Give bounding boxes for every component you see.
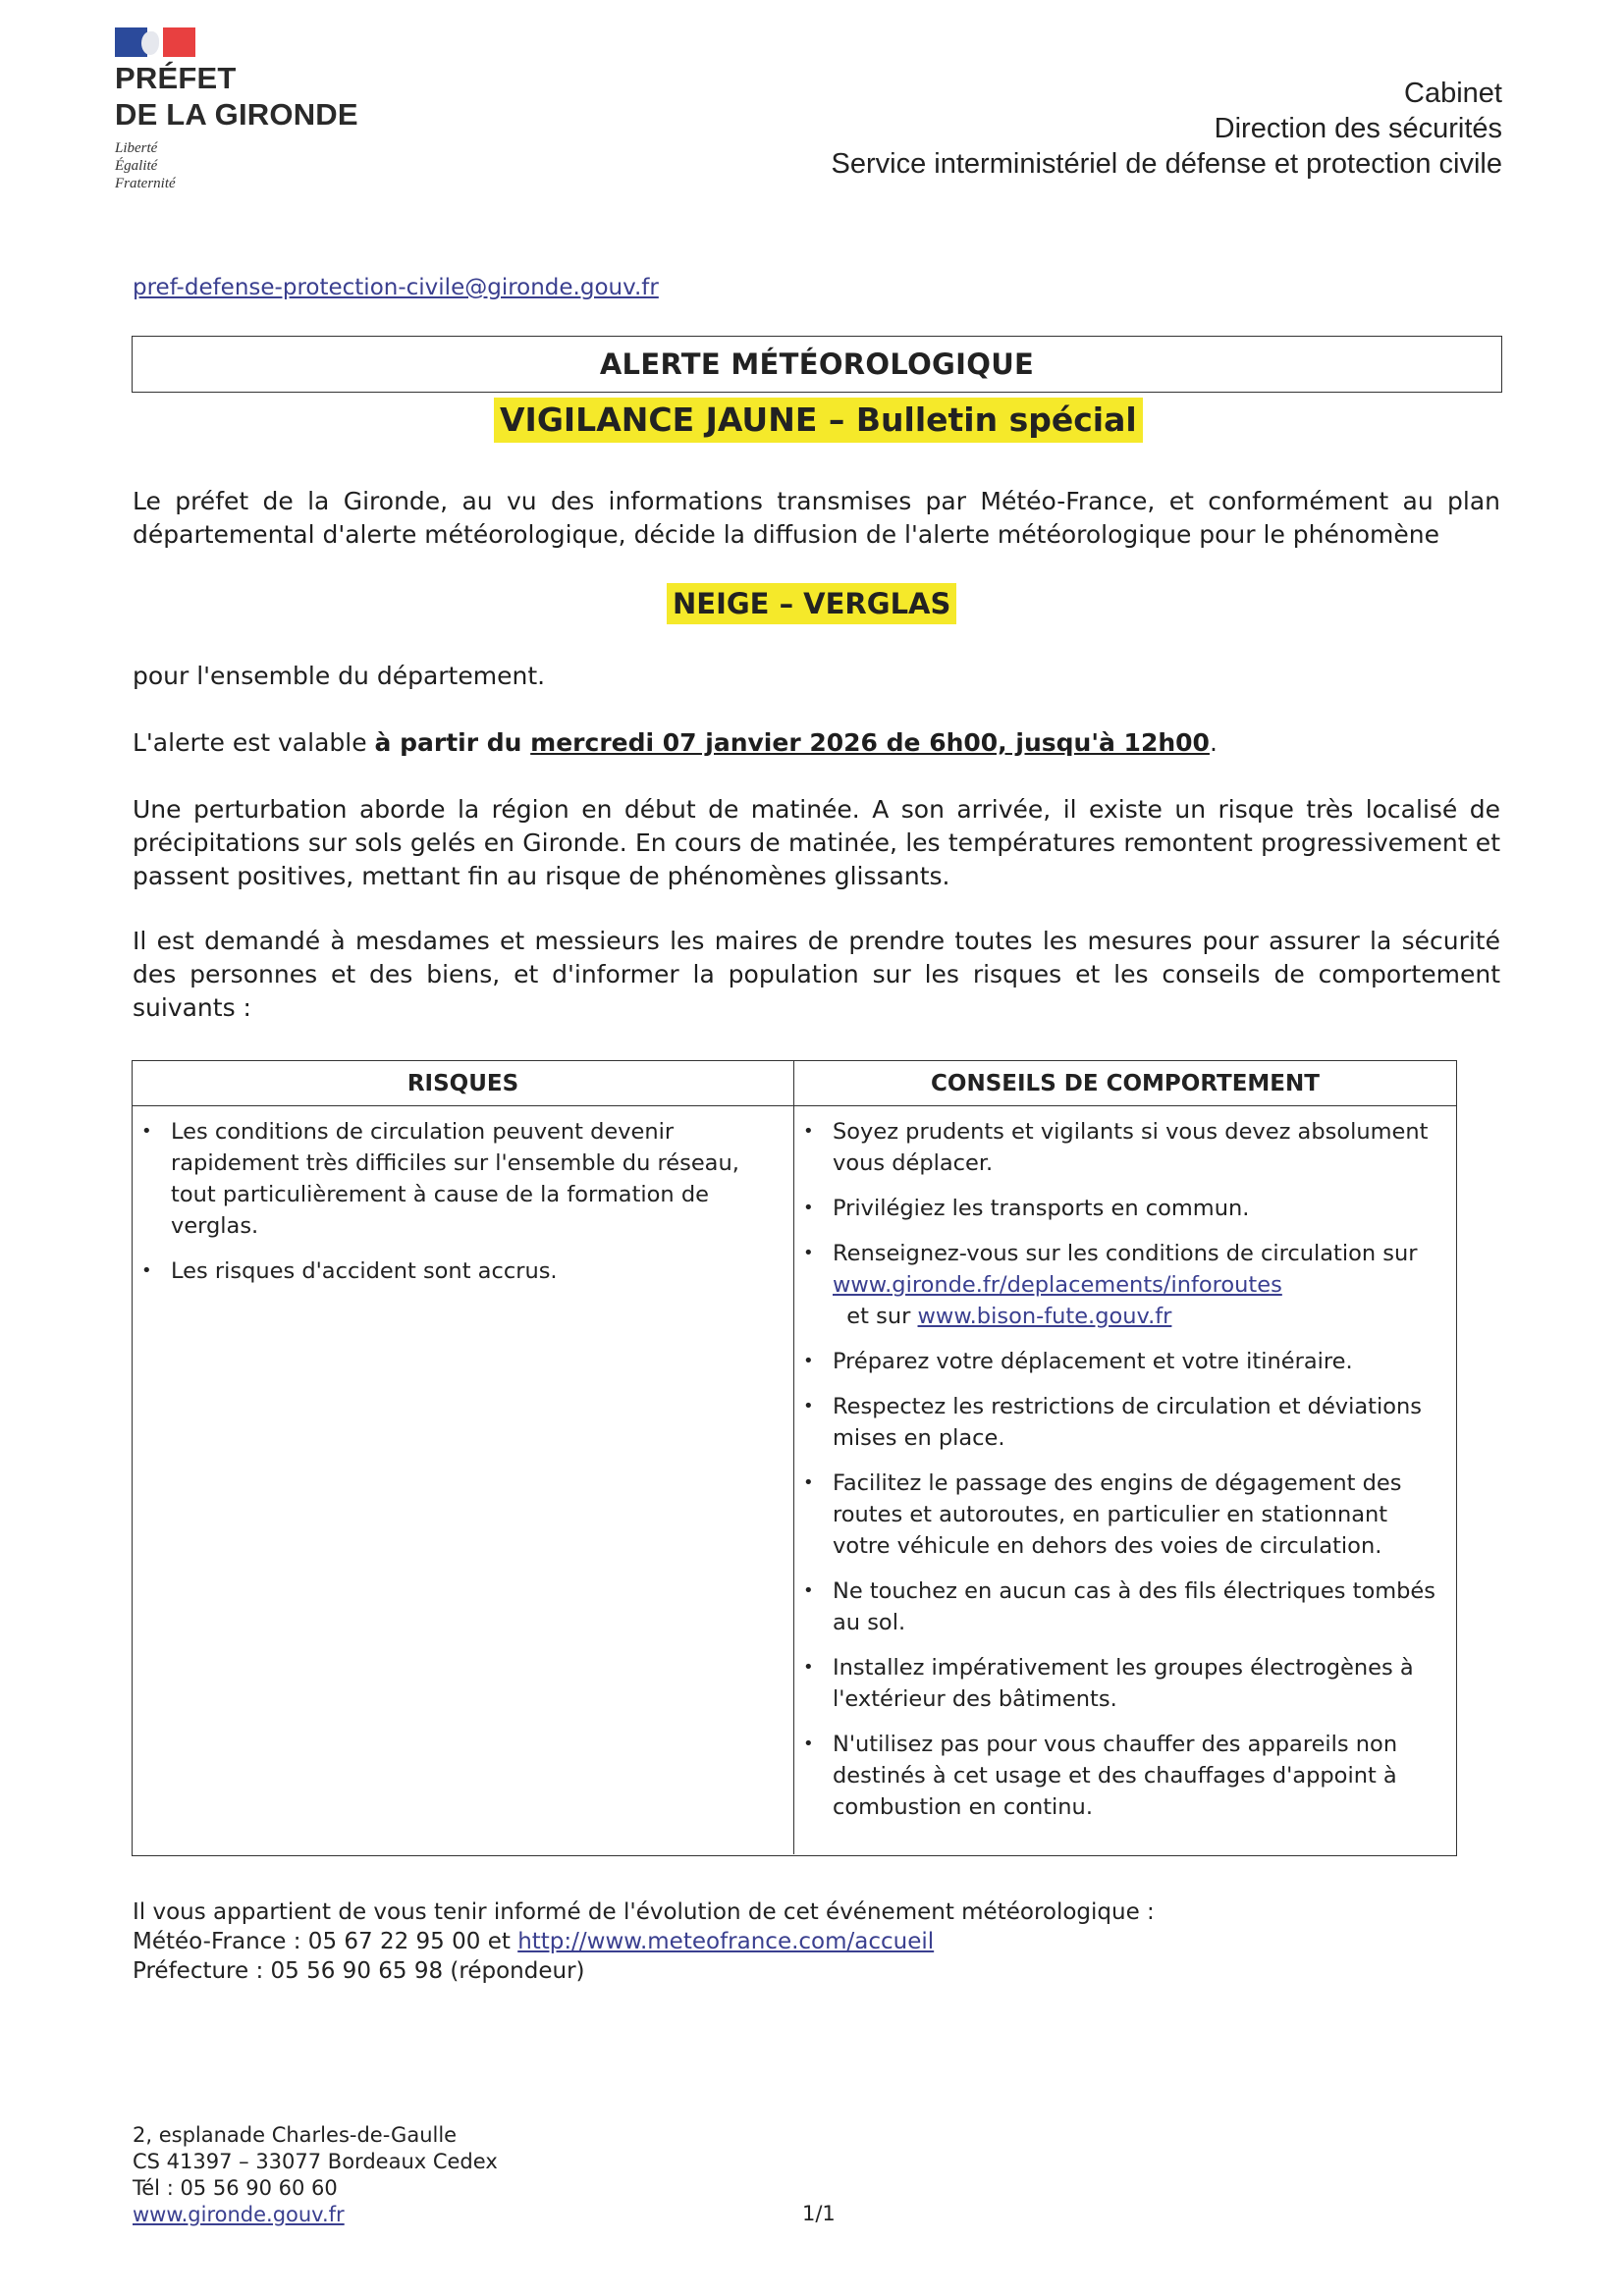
logo-title-line2: DE LA GIRONDE: [115, 97, 358, 132]
advice-item: • Privilégiez les transports en commun.: [794, 1193, 1456, 1224]
risks-list: [133, 1116, 793, 1287]
service-name: Service interministériel de défense et protection civile: [831, 148, 1502, 180]
scope-paragraph: pour l'ensemble du département.: [133, 662, 546, 690]
footer-address-line1: 2, esplanade Charles-de-Gaulle: [133, 2123, 458, 2147]
info-section: [133, 1897, 1155, 1986]
advice-column: [794, 1106, 1456, 1854]
footer-website-link[interactable]: www.gironde.gouv.fr: [133, 2203, 345, 2226]
advice-item: • Ne touchez en aucun cas à des fils électriques tombés au sol.: [794, 1575, 1456, 1638]
logo-title-line1: PRÉFET: [115, 61, 237, 95]
logo-motto: [115, 139, 370, 192]
page-number: 1/1: [802, 2202, 836, 2225]
risk-item: • Les conditions de circulation peuvent devenir rapidement très difficiles sur l'ensemble du réseau, tout particulièrement à cause de la formation de verglas.: [133, 1116, 793, 1242]
intro-paragraph: Le préfet de la Gironde, au vu des informations transmises par Météo-France, et conformément au plan départemental d'alerte météorologique, décide la diffusion de l'alerte météorologique pour le phénomène: [133, 487, 1500, 549]
validity-suffix: .: [1209, 728, 1218, 757]
advice-item-traffic-info: [794, 1238, 1456, 1332]
validity-prefix: L'alerte est valable: [133, 728, 375, 757]
advice-traffic-middle: et sur: [833, 1304, 918, 1329]
advice-item: • Facilitez le passage des engins de dégagement des routes et autoroutes, en particulier en stationnant votre véhicule en dehors des voies de circulation.: [794, 1468, 1456, 1562]
info-meteo-france: [133, 1927, 1155, 1956]
advice-item: • Préparez votre déplacement et votre itinéraire.: [794, 1346, 1456, 1377]
risks-advice-table: [132, 1060, 1457, 1856]
document-title: ALERTE MÉTÉOROLOGIQUE: [132, 336, 1502, 393]
meteo-phone: Météo-France : 05 67 22 95 00 et: [133, 1929, 518, 1954]
validity-paragraph: [133, 726, 1500, 760]
situation-paragraph: Une perturbation aborde la région en début de matinée. A son arrivée, il existe un risque très localisé de précipitations sur sols gelés en Gironde. En cours de matinée, les températures remontent progressivement et passent positives, mettant fin au risque de phénomènes glissants.: [133, 795, 1500, 890]
vigilance-level-banner: VIGILANCE JAUNE – Bulletin spécial: [494, 398, 1143, 443]
header-advice: CONSEILS DE COMPORTEMENT: [931, 1070, 1320, 1096]
advice-item: • Respectez les restrictions de circulation et déviations mises en place.: [794, 1391, 1456, 1454]
table-header: [133, 1061, 1456, 1106]
advice-item: • Installez impérativement les groupes électrogènes à l'extérieur des bâtiments.: [794, 1652, 1456, 1715]
prefecture-logo: [115, 27, 370, 192]
advice-item: • N'utilisez pas pour vous chauffer des appareils non destinés à cet usage et des chauffages d'appoint à combustion en continu.: [794, 1729, 1456, 1823]
service-direction: Direction des sécurités: [1214, 113, 1502, 144]
request-paragraph: Il est demandé à mesdames et messieurs les maires de prendre toutes les mesures pour assurer la sécurité des personnes et des biens, et d'informer la population sur les risques et les conseils de comportement suivants :: [133, 927, 1500, 1022]
validity-bold: à partir du: [374, 728, 531, 757]
phenomenon-label: NEIGE – VERGLAS: [667, 583, 956, 624]
header-risks: RISQUES: [133, 1061, 794, 1105]
advice-item: • Soyez prudents et vigilants si vous devez absolument vous déplacer.: [794, 1116, 1456, 1179]
risk-item: • Les risques d'accident sont accrus.: [133, 1255, 793, 1287]
info-prefecture-phone: Préfecture : 05 56 90 65 98 (répondeur): [133, 1958, 585, 1984]
bison-fute-link[interactable]: www.bison-fute.gouv.fr: [917, 1304, 1172, 1329]
validity-period: mercredi 07 janvier 2026 de 6h00, jusqu'à 12h00: [530, 728, 1210, 757]
service-header: [832, 76, 1502, 182]
contact-email-link[interactable]: pref-defense-protection-civile@gironde.gouv.fr: [133, 275, 659, 300]
inforoutes-link[interactable]: www.gironde.fr/deplacements/inforoutes: [833, 1272, 1282, 1298]
advice-list: [794, 1116, 1456, 1823]
motto-egalite: Égalité: [115, 158, 158, 174]
advice-traffic-text: Renseignez-vous sur les conditions de circulation sur: [833, 1241, 1418, 1266]
info-intro: Il vous appartient de vous tenir informé de l'évolution de cet événement météorologique :: [133, 1899, 1155, 1925]
footer-address-line2: CS 41397 – 33077 Bordeaux Cedex: [133, 2150, 498, 2173]
motto-liberte: Liberté: [115, 140, 158, 156]
french-flag-icon: [115, 27, 195, 57]
motto-fraternite: Fraternité: [115, 176, 176, 191]
footer-address: [133, 2122, 498, 2228]
meteofrance-link[interactable]: http://www.meteofrance.com/accueil: [517, 1929, 935, 1954]
footer-phone: Tél : 05 56 90 60 60: [133, 2176, 338, 2200]
table-body: [133, 1106, 1456, 1854]
risks-column: [133, 1106, 794, 1854]
service-cabinet: Cabinet: [1404, 78, 1502, 109]
